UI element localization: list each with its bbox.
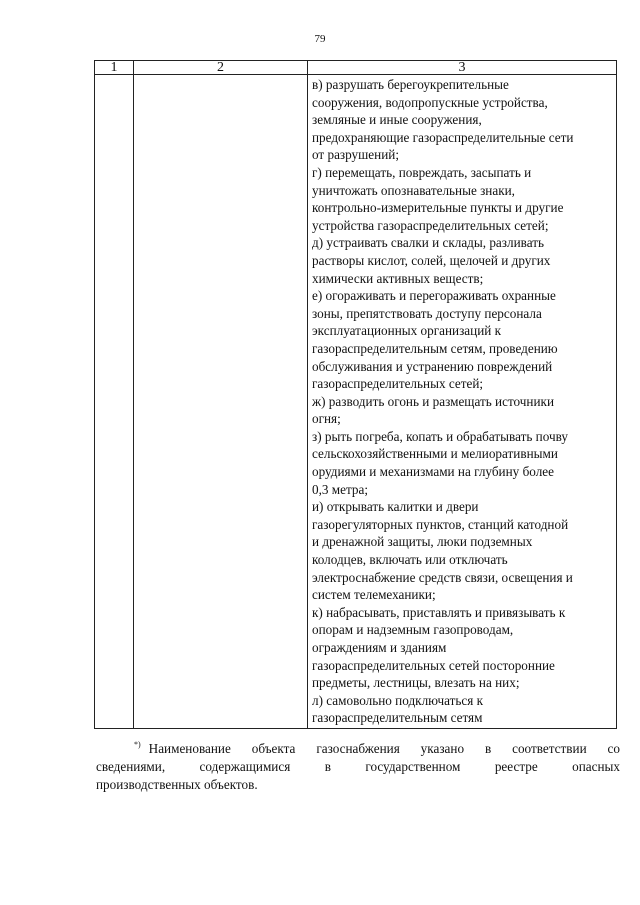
cell-text-line: орудиями и механизмами на глубину более bbox=[312, 464, 554, 480]
cell-text-line: опорам и надземным газопроводам, bbox=[312, 622, 514, 638]
cell-text-line: г) перемещать, повреждать, засыпать и bbox=[312, 164, 532, 180]
cell-text-line: и) открывать калитки и двери bbox=[312, 499, 479, 515]
column-header-2: 2 bbox=[134, 61, 308, 75]
footnote-line-3: производственных объектов. bbox=[96, 777, 258, 792]
footnote-text-1: Наименование объекта газоснабжения указано в соответствии со bbox=[148, 741, 620, 756]
column-header-1: 1 bbox=[95, 61, 134, 75]
cell-text-line: к) набрасывать, приставлять и привязывать к bbox=[312, 604, 566, 620]
cell-text-line: газораспределительных сетей посторонние bbox=[312, 657, 555, 673]
footnote-marker: *) bbox=[134, 740, 141, 749]
table-cell-col2 bbox=[134, 75, 308, 729]
cell-text-line: ограждениям и зданиям bbox=[312, 640, 447, 655]
cell-text-line: обслуживания и устранению повреждений bbox=[312, 358, 553, 374]
cell-text-line: систем телемеханики; bbox=[312, 587, 436, 603]
cell-text-line: д) устраивать свалки и склады, разливать bbox=[312, 235, 544, 251]
cell-text-line: предметы, лестницы, влезать на них; bbox=[312, 675, 520, 691]
cell-text-line: уничтожать опознавательные знаки, bbox=[312, 182, 515, 198]
cell-text-line: земляные и иные сооружения, bbox=[312, 112, 482, 128]
cell-text-line: е) огораживать и перегораживать охранные bbox=[312, 288, 556, 304]
cell-text-line: устройства газораспределительных сетей; bbox=[312, 217, 549, 233]
cell-text-line: колодцев, включать или отключать bbox=[312, 552, 508, 568]
cell-text-line: л) самовольно подключаться к bbox=[312, 692, 484, 708]
table-cell-col1 bbox=[95, 75, 134, 729]
cell-text-line: газораспределительным сетям, проведению bbox=[312, 340, 558, 356]
footnote bbox=[96, 736, 620, 794]
cell-text-line: от разрушений; bbox=[312, 147, 399, 163]
cell-text-line: 0,3 метра; bbox=[312, 481, 369, 497]
cell-text-line: сооружения, водопропускные устройства, bbox=[312, 94, 548, 110]
cell-text-line: газораспределительных сетей; bbox=[312, 376, 484, 392]
cell-text-line: растворы кислот, солей, щелочей и других bbox=[312, 252, 551, 268]
cell-text-line: и дренажной защиты, люки подземных bbox=[312, 534, 533, 550]
cell-text-line: электроснабжение средств связи, освещения и bbox=[312, 569, 573, 585]
cell-text-line: з) рыть погреба, копать и обрабатывать почву bbox=[312, 428, 568, 444]
cell-text-line: газорегуляторных пунктов, станций катодной bbox=[312, 516, 569, 532]
table-header-row bbox=[95, 61, 617, 75]
cell-text-line: эксплуатационных организаций к bbox=[312, 323, 502, 339]
cell-text-line: газораспределительным сетям bbox=[312, 710, 483, 726]
cell-text-line: предохраняющие газораспределительные сети bbox=[312, 129, 574, 145]
cell-text-line: зоны, препятствовать доступу персонала bbox=[312, 305, 542, 321]
table-row bbox=[95, 75, 617, 729]
cell-text-line: контрольно-измерительные пункты и другие bbox=[312, 200, 564, 216]
column-header-3: 3 bbox=[308, 61, 617, 75]
cell-text-line: сельскохозяйственными и мелиоративными bbox=[312, 446, 558, 462]
cell-text-line: огня; bbox=[312, 411, 341, 427]
cell-text-line: химически активных веществ; bbox=[312, 270, 484, 286]
footnote-line-1 bbox=[96, 736, 620, 758]
cell-text-line: в) разрушать берегоукрепительные bbox=[312, 77, 509, 92]
cell-text-line: ж) разводить огонь и размещать источники bbox=[312, 393, 555, 409]
content-table bbox=[94, 60, 617, 729]
table-cell-col3 bbox=[308, 75, 617, 729]
footnote-line-2: сведениями, содержащимися в государственном реестре опасных bbox=[96, 759, 620, 774]
page-number: 79 bbox=[314, 33, 326, 45]
